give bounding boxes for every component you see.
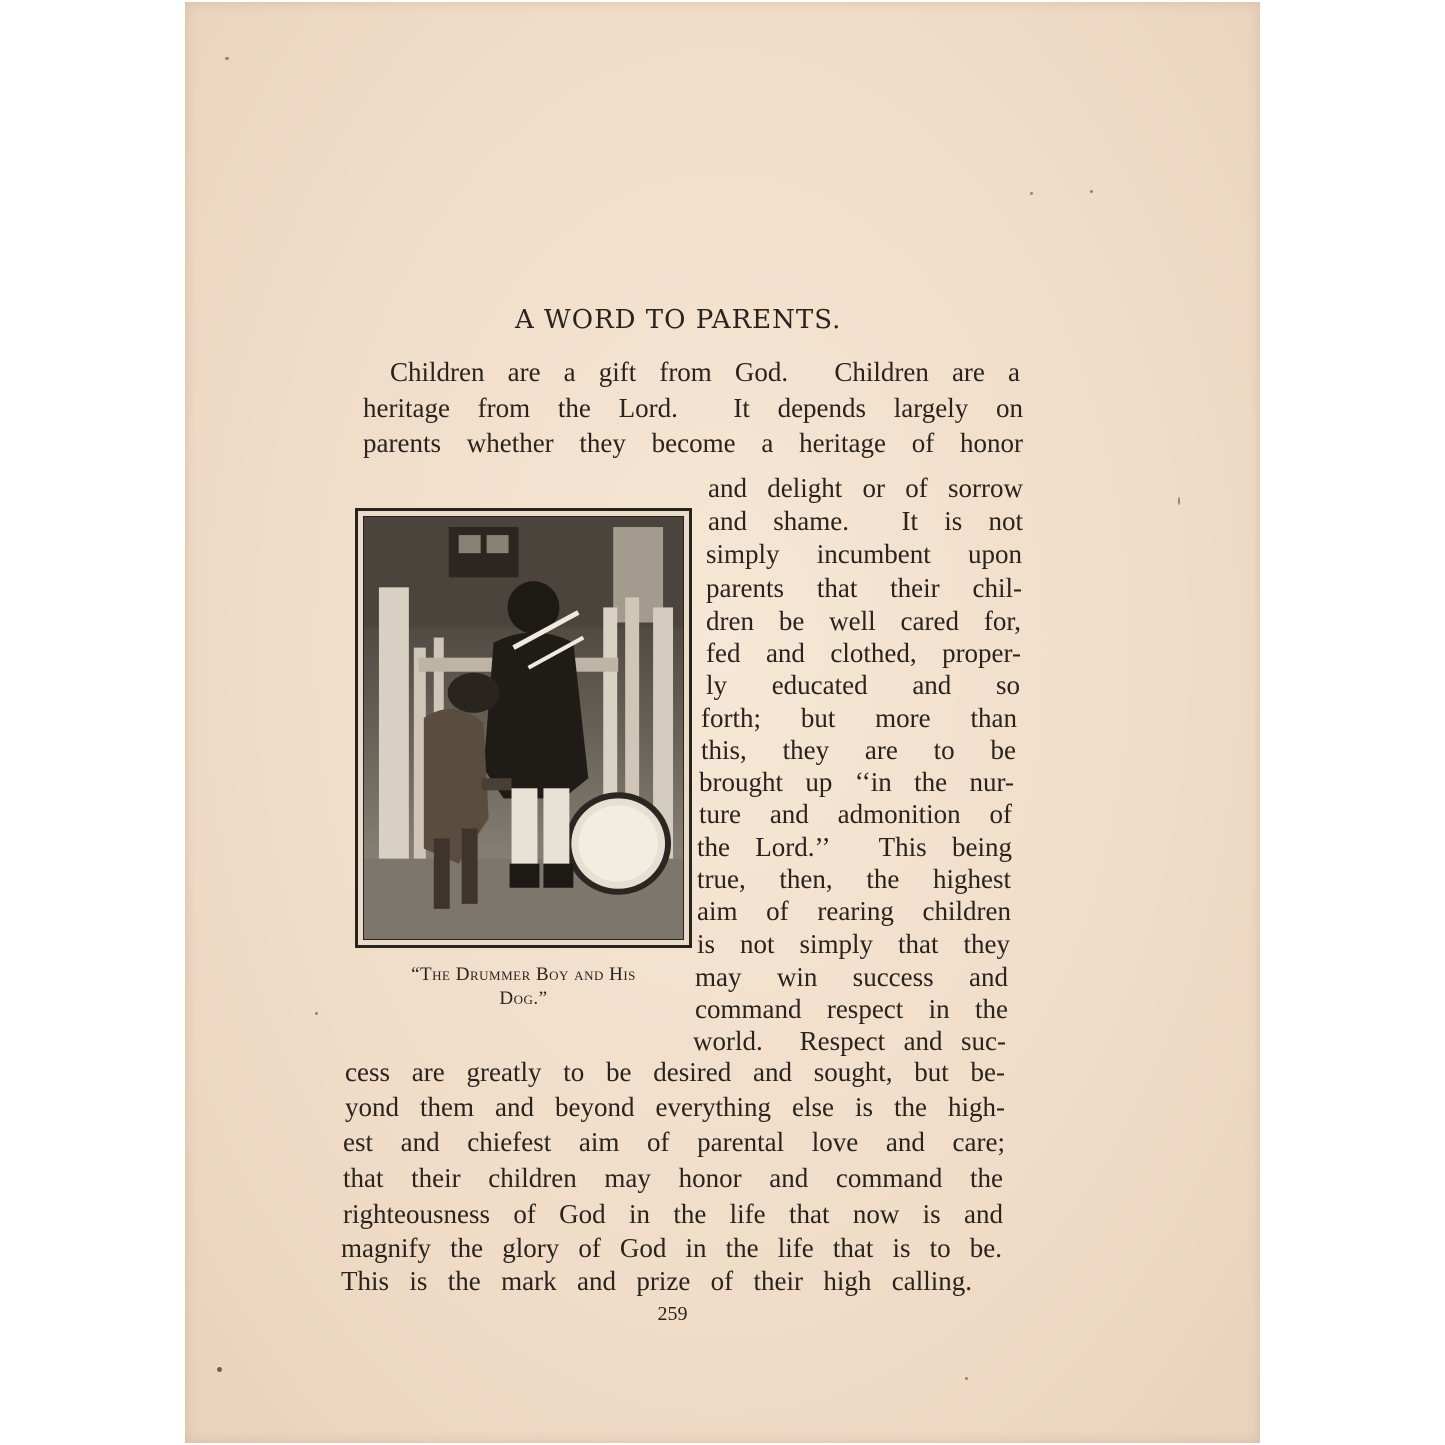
- body-line: ture and admonition of: [699, 799, 1012, 829]
- body-line: parents that their chil-: [706, 573, 1022, 603]
- body-line: parents whether they become a heritage of honor: [363, 428, 1023, 458]
- body-line: forth; but more than: [701, 703, 1017, 733]
- body-line: dren be well cared for,: [706, 606, 1021, 636]
- body-line: cess are greatly to be desired and sought, but be-: [345, 1057, 1005, 1087]
- drummer-boy-photo: [363, 516, 684, 940]
- body-line: Children are a gift from God. Children are a: [390, 357, 1020, 387]
- body-line: is not simply that they: [697, 929, 1010, 959]
- body-line: heritage from the Lord. It depends largely on: [363, 393, 1023, 423]
- paper-speck: [1178, 497, 1180, 505]
- body-line: simply incumbent upon: [706, 539, 1022, 569]
- body-line: est and chiefest aim of parental love and care;: [343, 1127, 1005, 1157]
- paper-speck: [217, 1367, 222, 1372]
- body-line: brought up ‘‘in the nur-: [699, 767, 1014, 797]
- body-line: this, they are to be: [701, 735, 1016, 765]
- page-number: 259: [657, 1303, 688, 1325]
- paper-speck: [1030, 192, 1033, 195]
- body-line: magnify the glory of God in the life that is to be.: [341, 1233, 1002, 1263]
- body-line: world. Respect and suc-: [693, 1026, 1006, 1056]
- article-title: A WORD TO PARENTS.: [515, 305, 842, 335]
- body-line: fed and clothed, proper-: [706, 638, 1021, 668]
- body-line: yond them and beyond everything else is the high-: [345, 1092, 1005, 1122]
- body-line: may win success and: [695, 962, 1008, 992]
- body-line: ly educated and so: [706, 670, 1020, 700]
- body-line: righteousness of God in the life that now is and: [343, 1199, 1003, 1229]
- body-line: and shame. It is not: [708, 506, 1023, 536]
- body-line: This is the mark and prize of their high calling.: [341, 1266, 972, 1296]
- photo-frame: [355, 508, 692, 948]
- body-line: the Lord.’’ This being: [697, 832, 1012, 862]
- body-line: aim of rearing children: [697, 896, 1011, 926]
- paper-speck: [965, 1377, 968, 1380]
- paper-speck: [1090, 190, 1093, 193]
- body-line: and delight or of sorrow: [708, 473, 1023, 503]
- body-line: that their children may honor and command the: [343, 1163, 1003, 1193]
- photo-caption-line: Dog.”: [499, 988, 548, 1009]
- paper-speck: [225, 57, 229, 60]
- body-line: command respect in the: [695, 994, 1008, 1024]
- body-line: true, then, the highest: [697, 864, 1011, 894]
- photo-caption-line: “The Drummer Boy and His: [411, 964, 636, 985]
- paper-speck: [315, 1012, 318, 1015]
